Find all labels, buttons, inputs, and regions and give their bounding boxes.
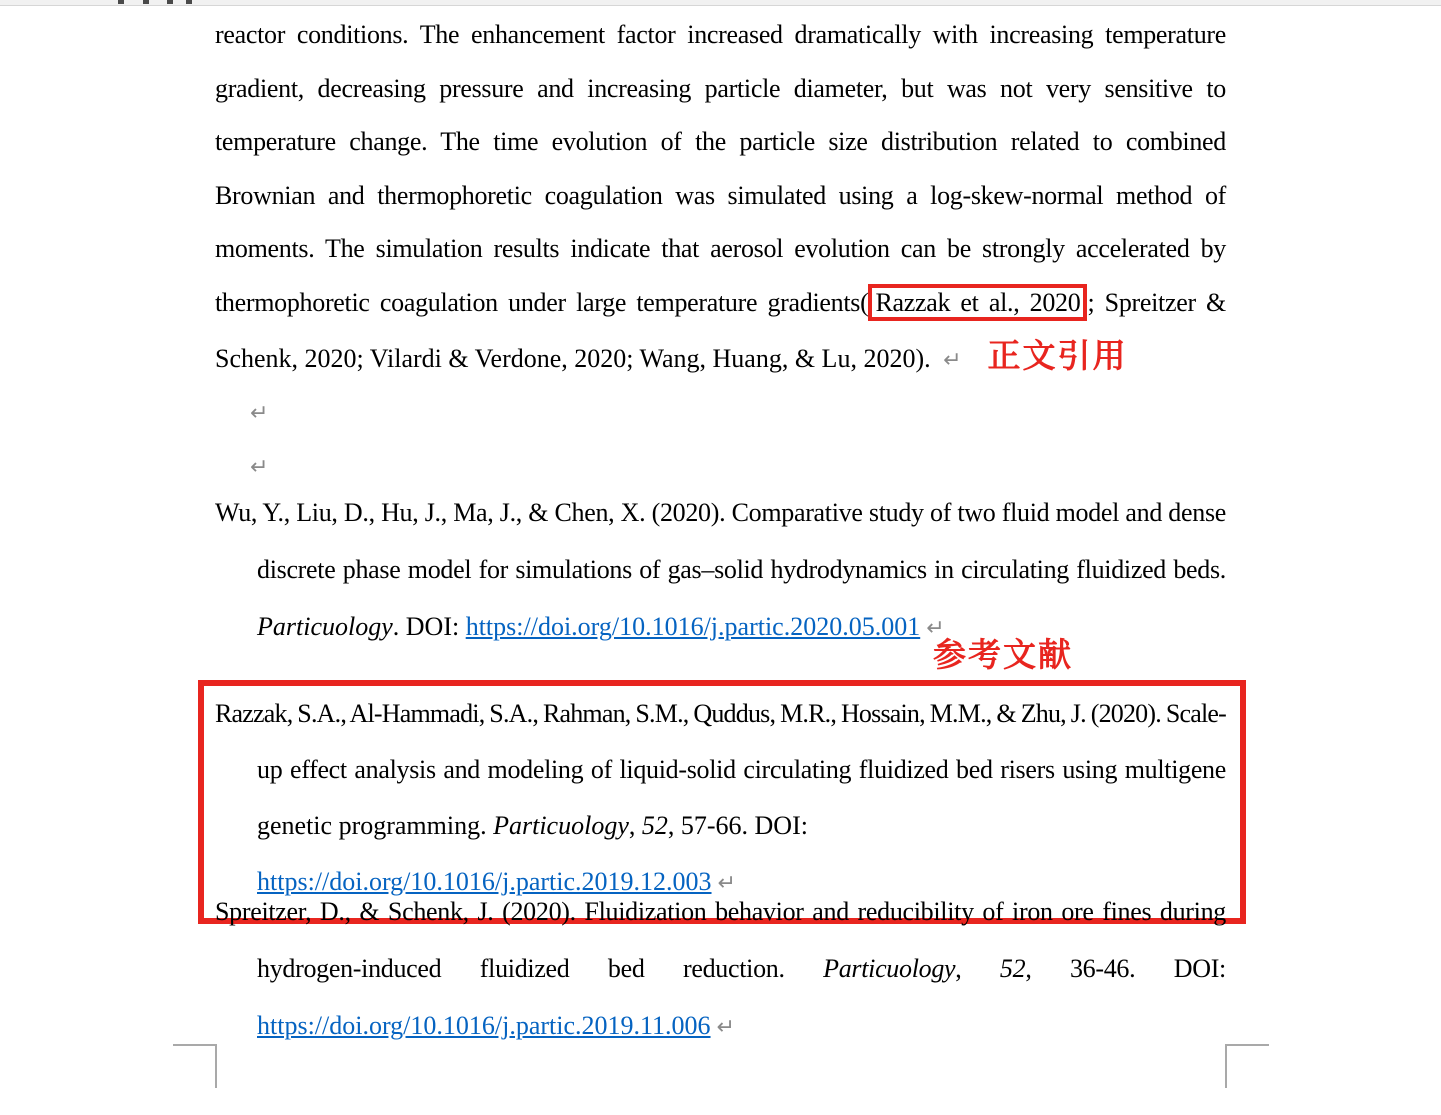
text-line	[215, 541, 1226, 598]
text-line	[244, 386, 1255, 440]
text-run: reactor conditions. The enhancement factor increased dramatically with increasing temperature	[215, 20, 1226, 49]
page-corner-mark-right	[1225, 1044, 1269, 1088]
text-line	[215, 62, 1226, 116]
cropped-toolbar-edge	[0, 0, 1441, 6]
text-run: Razzak, S.A., Al-Hammadi, S.A., Rahman, S.M., Quddus, M.R., Hossain, M.M., & Zhu, J. (2020). Scale-	[215, 699, 1226, 728]
text-run: . DOI:	[392, 612, 466, 641]
text-run: ,	[955, 954, 1000, 983]
text-run: Spreitzer, D., & Schenk, J. (2020). Fluidization behavior and reducibility of iron ore fines during	[215, 897, 1226, 926]
text-run: discrete phase model for simulations of gas–solid hydrodynamics in circulating fluidized beds.	[257, 555, 1226, 584]
cropped-text-remnant	[118, 0, 124, 4]
text-run: Particuology	[493, 811, 629, 840]
text-run: genetic programming.	[257, 811, 494, 840]
text-run: ; Spreitzer &	[1087, 287, 1226, 317]
text-line	[215, 598, 1226, 657]
text-line	[215, 742, 1226, 798]
text-line	[215, 276, 1226, 330]
text-run: ,	[628, 811, 642, 840]
body-paragraph	[215, 8, 1226, 388]
text-line	[215, 115, 1226, 169]
paragraph-mark-icon: ↵	[943, 348, 962, 373]
text-run: Schenk, 2020; Vilardi & Verdone, 2020; Wang, Huang, & Lu, 2020).	[215, 344, 938, 373]
text-run: 52	[641, 811, 668, 840]
text-line	[215, 484, 1226, 541]
cropped-text-remnant	[167, 0, 173, 4]
reference-entry-wu	[215, 484, 1226, 657]
text-line	[215, 329, 1226, 388]
paragraph-mark-icon: ↵	[717, 871, 736, 896]
text-run: 52	[999, 954, 1026, 983]
page-corner-mark-left	[173, 1044, 217, 1088]
paragraph-mark-icon: ↵	[250, 455, 269, 480]
reference-entry-spreitzer	[215, 883, 1226, 1056]
text-line	[215, 8, 1226, 62]
text-run: gradient, decreasing pressure and increasing particle diameter, but was not very sensitive to	[215, 73, 1226, 103]
empty-paragraphs	[215, 386, 1255, 494]
in-text-citation-label: 正文引用	[987, 337, 1128, 374]
cropped-text-remnant	[143, 0, 149, 4]
text-run: temperature change. The time evolution of the particle size distribution related to combined	[215, 127, 1226, 156]
doi-link-spreitzer[interactable]: https://doi.org/10.1016/j.partic.2019.11.006	[257, 1011, 711, 1040]
text-run: , 36-46. DOI:	[1025, 954, 1226, 983]
doi-link-wu[interactable]: https://doi.org/10.1016/j.partic.2020.05.001	[465, 612, 921, 641]
text-line	[215, 222, 1226, 276]
text-run: hydrogen-induced fluidized bed reduction.	[257, 954, 824, 983]
paragraph-mark-icon: ↵	[250, 401, 269, 426]
doi-link-razzak[interactable]: https://doi.org/10.1016/j.partic.2019.12.003	[257, 867, 712, 896]
references-annotation-label: 参考文献	[933, 636, 1073, 673]
text-run: Wu, Y., Liu, D., Hu, J., Ma, J., & Chen, X. (2020). Comparative study of two fluid model and dense	[215, 498, 1226, 527]
paragraph-mark-icon: ↵	[926, 616, 945, 641]
paragraph-mark-icon: ↵	[716, 1015, 735, 1040]
text-line	[215, 169, 1226, 223]
text-run: , 57-66. DOI:	[667, 811, 808, 840]
text-line	[215, 883, 1226, 940]
text-run: thermophoretic coagulation under large temperature gradients(	[215, 287, 869, 317]
text-line	[215, 686, 1226, 742]
text-line	[215, 997, 1226, 1056]
text-run: Brownian and thermophoretic coagulation was simulated using a log-skew-normal method of	[215, 180, 1226, 210]
cropped-text-remnant	[186, 0, 192, 4]
text-run: moments. The simulation results indicate that aerosol evolution can be strongly accelerated by	[215, 234, 1226, 263]
text-run: Particuology	[823, 954, 956, 983]
text-run: Particuology	[257, 612, 393, 641]
text-line	[215, 940, 1226, 997]
text-run: up effect analysis and modeling of liquid-solid circulating fluidized bed risers using multigene	[257, 755, 1226, 784]
in-text-citation-highlight: Razzak et al., 2020	[868, 284, 1087, 321]
